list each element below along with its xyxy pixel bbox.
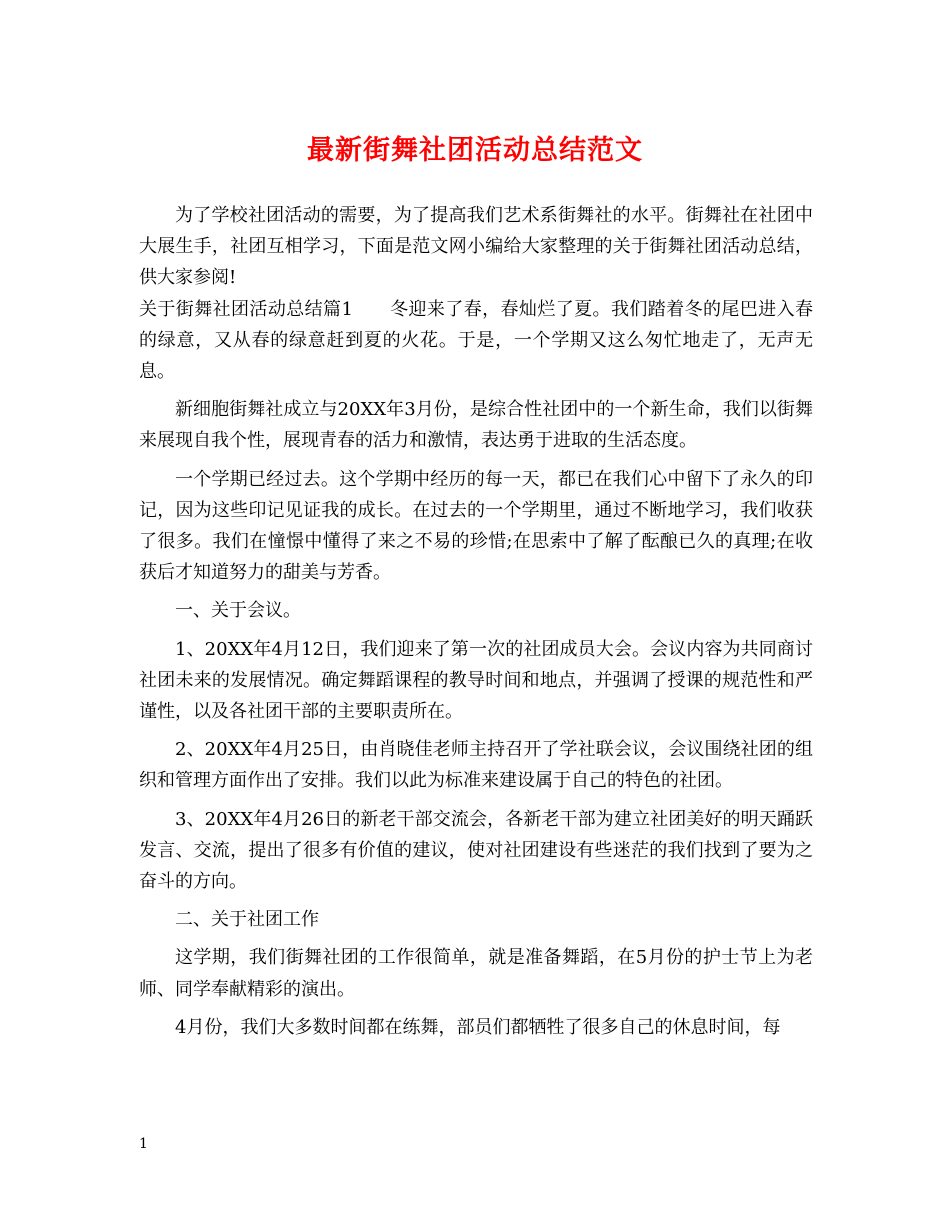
paragraph-april-practice: 4月份，我们大多数时间都在练舞，部员们都牺牲了很多自己的休息时间，每 [175, 1016, 781, 1038]
paragraph-semester-reflection: 一个学期已经过去。这个学期中经历的每一天，都已在我们心中留下了永久的印记，因为这些印记见证我的成长。在过去的一个学期里，通过不断地学习，我们收获了很多。我们在憧憬中懂得了来之不易的珍惜;在思索中了解了酝酿已久的真理;在收获后才知道努力的甜美与芳香。 [139, 468, 813, 584]
page-number: 1 [139, 1136, 148, 1152]
document-body [139, 200, 813, 1043]
section-heading-club-work: 二、关于社团工作 [175, 909, 319, 931]
paragraph-club-work: 这学期，我们街舞社团的工作很简单，就是准备舞蹈，在5月份的护士节上为老师、同学奉献精彩的演出。 [139, 947, 813, 1000]
paragraph-intro: 为了学校社团活动的需要，为了提高我们艺术系街舞社的水平。街舞社在社团中大展生手，社团互相学习，下面是范文网小编给大家整理的关于街舞社团活动总结，供大家参阅! [139, 205, 813, 289]
paragraph-meeting-3: 3、20XX年4月26日的新老干部交流会，各新老干部为建立社团美好的明天踊跃发言、交流，提出了很多有价值的建议，使对社团建设有些迷茫的我们找到了要为之奋斗的方向。 [139, 808, 813, 893]
section-heading-meetings: 一、关于会议。 [175, 600, 301, 622]
paragraph-meeting-2: 2、20XX年4月25日，由肖晓佳老师主持召开了学社联会议，会议围绕社团的组织和管理方面作出了安排。我们以此为标准来建设属于自己的特色的社团。 [139, 739, 813, 792]
paragraph-meeting-1: 1、20XX年4月12日，我们迎来了第一次的社团成员大会。会议内容为共同商讨社团未来的发展情况。确定舞蹈课程的教导时间和地点，并强调了授课的规范性和严谨性，以及各社团干部的主要职责所在。 [139, 638, 813, 723]
paragraph-article-1-opening: 关于街舞社团活动总结篇1 冬迎来了春，春灿烂了夏。我们踏着冬的尾巴进入春的绿意，又从春的绿意赶到夏的火花。于是，一个学期又这么匆忙地走了，无声无息。 [139, 298, 813, 383]
paragraph-club-founding: 新细胞街舞社成立与20XX年3月份，是综合性社团中的一个新生命，我们以街舞来展现自我个性，展现青春的活力和激情，表达勇于进取的生活态度。 [139, 399, 813, 452]
document-title: 最新街舞社团活动总结范文 [307, 135, 643, 166]
